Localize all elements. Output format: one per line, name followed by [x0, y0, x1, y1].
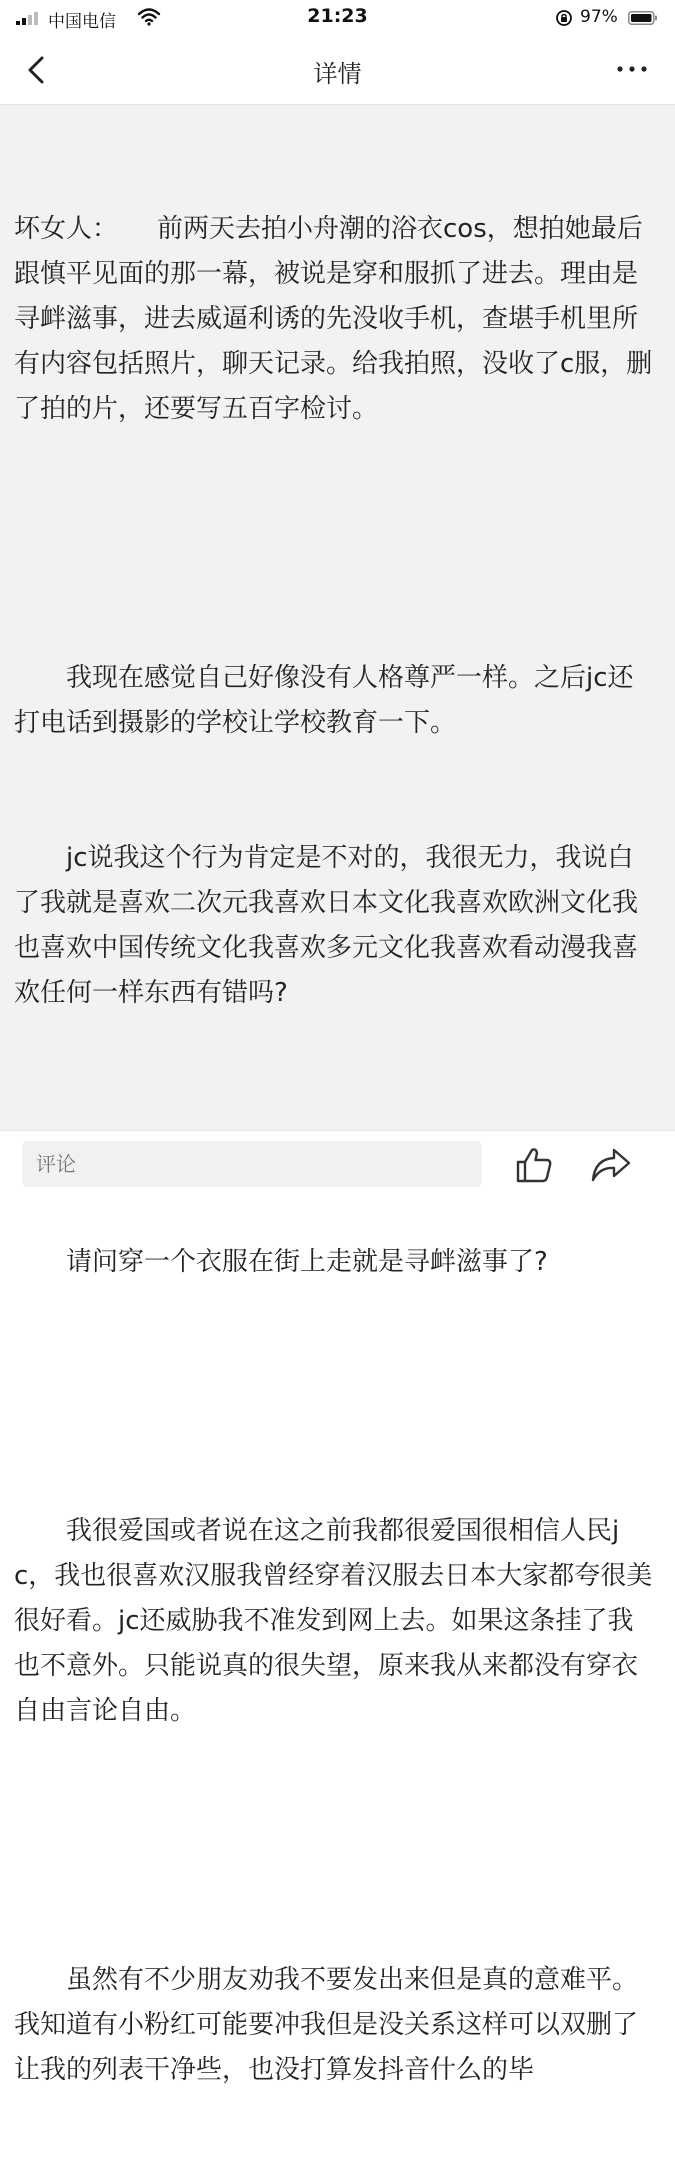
post-content-area — [0, 105, 675, 2085]
battery-percent: 97% — [580, 7, 618, 27]
carrier-name: 中国电信 — [48, 12, 116, 32]
thumbs-up-icon[interactable] — [514, 1145, 554, 1185]
post-paragraph: 虽然有不少朋友劝我不要发出来但是真的意难平。我知道有小粉红可能要冲我但是没关系这样可以双删了让我的列表干净些，也没打算发抖音什么的毕 — [14, 1965, 639, 2085]
navigation-bar — [0, 36, 675, 105]
comment-input[interactable] — [22, 1141, 482, 1187]
share-arrow-icon[interactable] — [590, 1145, 632, 1185]
rotation-lock-icon — [555, 9, 573, 27]
post-paragraph: jc说我这个行为肯定是不对的，我很无力，我说白了我就是喜欢二次元我喜欢日本文化我喜欢欧洲文化我也喜欢中国传统文化我喜欢多元文化我喜欢看动漫我喜欢任何一样东西有错吗? — [14, 843, 639, 1008]
post-paragraph: 坏女人： 前两天去拍小舟潮的浴衣cos，想拍她最后跟慎平见面的那一幕，被说是穿和服抓了进去。理由是寻衅滋事，进去威逼利诱的先没收手机，查堪手机里所有内容包括照片，聊天记录。给我拍照，没收了c服，删了拍的片，还要写五百字检讨。 — [14, 214, 653, 424]
status-bar — [0, 0, 675, 36]
clock: 21:23 — [307, 5, 368, 27]
more-dots-icon[interactable] — [612, 54, 652, 84]
bottom-action-bar — [0, 1130, 675, 1201]
page-title: 详情 — [313, 60, 362, 88]
battery-icon — [628, 11, 658, 25]
post-paragraph: 我很爱国或者说在这之前我都很爱国很相信人民jc，我也很喜欢汉服我曾经穿着汉服去日本大家都夸很美很好看。jc还威胁我不准发到网上去。如果这条挂了我也不意外。只能说真的很失望，原来我从来都没有穿衣自由言论自由。 — [14, 1516, 653, 1726]
post-paragraph: 我现在感觉自己好像没有人格尊严一样。之后jc还打电话到摄影的学校让学校教育一下。 — [14, 663, 634, 738]
post-paragraph: 请问穿一个衣服在街上走就是寻衅滋事了? — [14, 1247, 548, 1277]
